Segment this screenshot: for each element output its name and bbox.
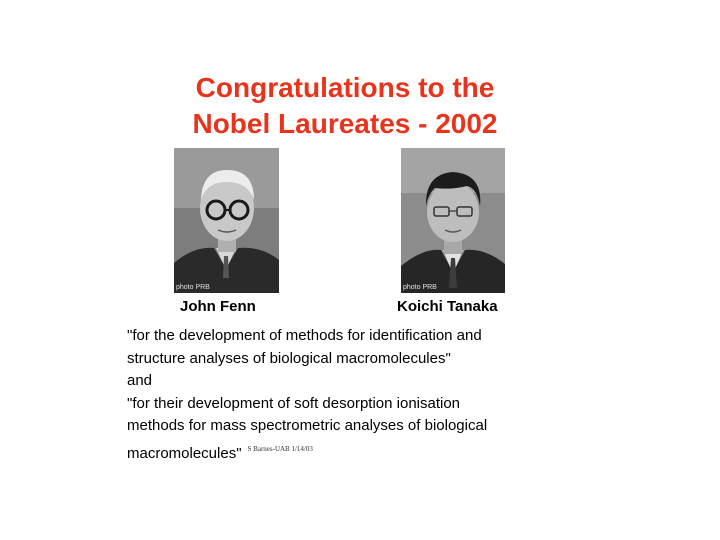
citation-line-5: methods for mass spectrometric analyses of biological (127, 417, 488, 434)
citation-line-1: "for the development of methods for identification and (127, 327, 482, 344)
photo-credit: photo PRB (403, 284, 437, 291)
citation-line-4: "for their development of soft desorption ionisation (127, 394, 461, 412)
title-line-2: Nobel Laureates - 2002 (192, 108, 498, 139)
john-fenn-photo (174, 148, 279, 293)
citation-line-3: and (127, 372, 153, 389)
koichi-tanaka-photo (401, 148, 505, 293)
citation-line-6-wrap (127, 438, 597, 466)
laureate-name-tanaka: Koichi Tanaka (397, 298, 498, 315)
slide-title (140, 70, 550, 142)
laureate-name-fenn: John Fenn (180, 298, 256, 315)
title-line-1: Congratulations to the (195, 72, 495, 103)
citation-text (127, 325, 597, 465)
citation-line-6: macromolecules" (127, 444, 242, 462)
author-footnote: S Barnes-UAB 1/14/03 (247, 444, 313, 453)
citation-line-2: structure analyses of biological macromolecules" (127, 349, 451, 367)
photo-credit: photo PRB (176, 284, 210, 291)
